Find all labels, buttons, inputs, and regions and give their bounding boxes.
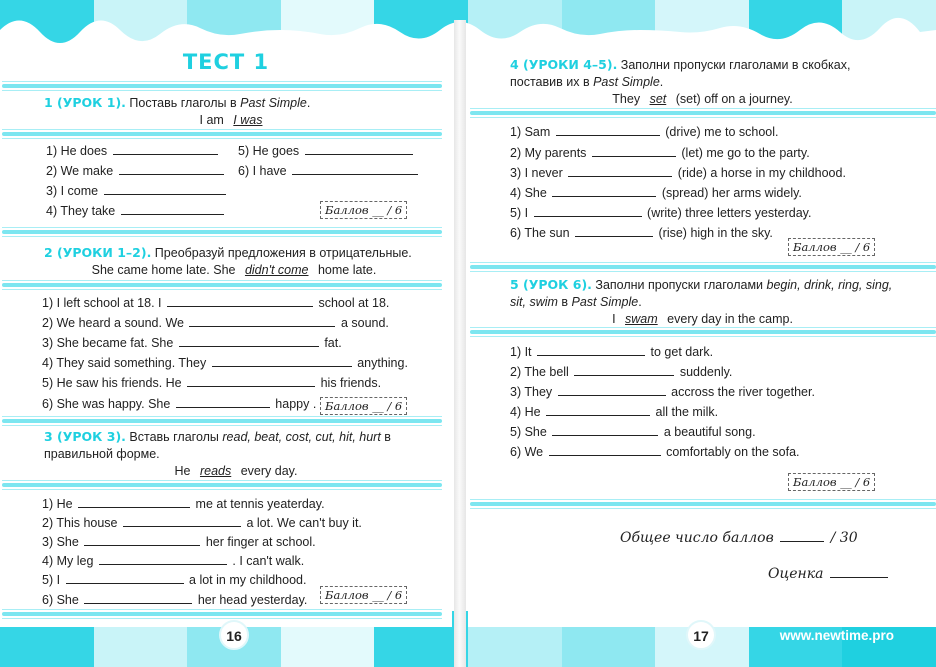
task-text-italic: Past Simple bbox=[240, 96, 307, 110]
example-post: (set) off on a journey. bbox=[672, 92, 793, 106]
score-box: Баллов __ / 6 bbox=[320, 397, 407, 415]
task-text-italic: begin, drink, ring, sing, sit, swim bbox=[510, 278, 893, 309]
task-text-italic: read, beat, cost, cut, hit, hurt bbox=[222, 430, 381, 444]
example-answer: I was bbox=[233, 113, 263, 127]
item-post: accross the river together. bbox=[671, 385, 815, 399]
answer-blank[interactable] bbox=[176, 396, 270, 408]
answer-blank[interactable] bbox=[119, 163, 224, 175]
total-suffix: / 30 bbox=[830, 530, 858, 546]
item-pre: 5) He saw his friends. He bbox=[42, 376, 182, 390]
task-example bbox=[44, 112, 424, 129]
item-post: a sound. bbox=[340, 316, 389, 330]
answer-blank[interactable] bbox=[212, 355, 352, 367]
task-number: 2 (УРОКИ 1–2). bbox=[44, 245, 152, 260]
divider bbox=[2, 230, 442, 234]
divider bbox=[470, 265, 936, 269]
item-pre: 1) He bbox=[42, 497, 73, 511]
item-post: a lot in my childhood. bbox=[189, 573, 307, 587]
website-link[interactable]: www.newtime.pro bbox=[779, 628, 894, 643]
item-post: school at 18. bbox=[318, 296, 390, 310]
answer-blank[interactable] bbox=[179, 335, 319, 347]
page-title: ТЕСТ 1 bbox=[182, 50, 270, 74]
answer-blank[interactable] bbox=[167, 295, 313, 307]
divider bbox=[2, 612, 442, 616]
item-pre: 3) They bbox=[510, 385, 553, 399]
item-post: happy . bbox=[275, 397, 317, 411]
item-pre: 1) It bbox=[510, 345, 532, 359]
item-post: (write) three letters yesterday. bbox=[647, 206, 812, 220]
task-text-italic: Past Simple bbox=[571, 295, 639, 309]
page-number: 16 bbox=[219, 620, 249, 650]
task-number: 5 (УРОК 6). bbox=[510, 277, 592, 292]
item-post: (spread) her arms widely. bbox=[661, 186, 802, 200]
total-label: Общее число баллов bbox=[620, 530, 774, 546]
item-pre: 1) Sam bbox=[510, 125, 551, 139]
task-text-end: . bbox=[306, 96, 311, 110]
divider bbox=[470, 330, 936, 334]
list-item bbox=[42, 572, 306, 587]
example-post: every day in the camp. bbox=[663, 312, 793, 326]
answer-blank[interactable] bbox=[568, 165, 672, 177]
task-4-header bbox=[510, 56, 895, 108]
item-post: anything. bbox=[357, 356, 408, 370]
answer-blank[interactable] bbox=[574, 364, 674, 376]
list-item bbox=[42, 496, 325, 511]
list-item bbox=[510, 145, 810, 160]
answer-blank[interactable] bbox=[189, 315, 335, 327]
score-box: Баллов __ / 6 bbox=[320, 586, 407, 604]
item-pre: 5) I bbox=[42, 573, 61, 587]
item-post: (let) me go to the party. bbox=[681, 146, 810, 160]
item-pre: 3) She became fat. She bbox=[42, 336, 174, 350]
list-item bbox=[46, 203, 226, 218]
list-item bbox=[510, 364, 732, 379]
list-item bbox=[42, 355, 408, 370]
item-post: (drive) me to school. bbox=[665, 125, 779, 139]
list-item bbox=[42, 295, 389, 310]
task-text-mid: в bbox=[557, 295, 572, 309]
item-post: fat. bbox=[324, 336, 342, 350]
example-pre: They bbox=[612, 92, 644, 106]
list-item bbox=[42, 396, 316, 411]
item-text: 3) I come bbox=[46, 184, 99, 198]
grade-blank[interactable] bbox=[830, 566, 888, 578]
item-pre: 2) This house bbox=[42, 516, 118, 530]
total-blank[interactable] bbox=[780, 530, 824, 542]
list-item bbox=[510, 344, 713, 359]
item-pre: 5) I bbox=[510, 206, 529, 220]
item-pre: 6) She bbox=[42, 593, 79, 607]
answer-blank[interactable] bbox=[592, 145, 676, 157]
answer-blank[interactable] bbox=[187, 375, 315, 387]
task-text-italic: Past Simple bbox=[593, 75, 660, 89]
list-item bbox=[42, 335, 342, 350]
answer-blank[interactable] bbox=[552, 185, 656, 197]
answer-blank[interactable] bbox=[78, 496, 190, 508]
task-text: Вставь глаголы bbox=[125, 430, 223, 444]
divider bbox=[470, 111, 936, 115]
item-post: his friends. bbox=[320, 376, 382, 390]
list-item bbox=[46, 143, 220, 158]
total-score bbox=[620, 530, 858, 546]
item-post: suddenly. bbox=[679, 365, 733, 379]
task-text: Заполни пропуски глаголами в скобках, поставив их в bbox=[510, 58, 851, 89]
task-example bbox=[510, 91, 895, 108]
item-pre: 2) The bell bbox=[510, 365, 569, 379]
book-spine bbox=[454, 20, 466, 667]
task-text: Заполни пропуски глаголами bbox=[591, 278, 767, 292]
answer-blank[interactable] bbox=[104, 183, 226, 195]
answer-blank[interactable] bbox=[123, 515, 241, 527]
list-item bbox=[42, 553, 304, 568]
answer-blank[interactable] bbox=[113, 143, 218, 155]
divider bbox=[2, 419, 442, 423]
list-item bbox=[42, 375, 381, 390]
list-item bbox=[510, 165, 846, 180]
list-item bbox=[46, 163, 226, 178]
example-pre: She came home late. She bbox=[91, 263, 239, 277]
answer-blank[interactable] bbox=[121, 203, 224, 215]
task-text-end: . bbox=[659, 75, 664, 89]
list-item bbox=[510, 444, 800, 459]
divider bbox=[2, 84, 442, 88]
answer-blank[interactable] bbox=[537, 344, 645, 356]
item-text: 5) He goes bbox=[238, 144, 300, 158]
item-post: her finger at school. bbox=[205, 535, 316, 549]
answer-blank[interactable] bbox=[292, 163, 418, 175]
example-pre: I am bbox=[199, 113, 228, 127]
answer-blank[interactable] bbox=[84, 592, 192, 604]
item-pre: 3) She bbox=[42, 535, 79, 549]
task-example bbox=[44, 463, 428, 480]
divider bbox=[2, 132, 442, 136]
example-post: home late. bbox=[314, 263, 377, 277]
task-text-end: . bbox=[638, 295, 642, 309]
list-item bbox=[42, 592, 307, 607]
list-item bbox=[510, 384, 815, 399]
item-post: all the milk. bbox=[655, 405, 719, 419]
task-3-header bbox=[44, 428, 428, 480]
item-pre: 4) She bbox=[510, 186, 547, 200]
list-item bbox=[510, 185, 802, 200]
task-2-header bbox=[44, 244, 424, 279]
list-item bbox=[42, 315, 389, 330]
item-pre: 6) The sun bbox=[510, 226, 570, 240]
item-text: 1) He does bbox=[46, 144, 108, 158]
example-answer: reads bbox=[199, 464, 232, 478]
grade bbox=[768, 566, 890, 582]
task-text: Поставь глаголы в bbox=[125, 96, 241, 110]
list-item bbox=[238, 163, 420, 178]
list-item bbox=[510, 124, 779, 139]
answer-blank[interactable] bbox=[534, 205, 642, 217]
answer-blank[interactable] bbox=[558, 384, 666, 396]
example-post: every day. bbox=[237, 464, 298, 478]
list-item bbox=[42, 515, 362, 530]
list-item bbox=[510, 205, 811, 220]
item-pre: 4) My leg bbox=[42, 554, 94, 568]
answer-blank[interactable] bbox=[305, 143, 413, 155]
task-example bbox=[510, 311, 895, 328]
answer-blank[interactable] bbox=[99, 553, 227, 565]
list-item bbox=[510, 404, 718, 419]
item-post: (rise) high in the sky. bbox=[658, 226, 773, 240]
item-text: 2) We make bbox=[46, 164, 114, 178]
grade-label: Оценка bbox=[768, 566, 824, 582]
item-post: a lot. We can't buy it. bbox=[246, 516, 362, 530]
list-item bbox=[238, 143, 415, 158]
page-number: 17 bbox=[686, 620, 716, 650]
task-text-end: в правильной форме. bbox=[44, 430, 391, 461]
divider bbox=[2, 283, 442, 287]
answer-blank[interactable] bbox=[66, 572, 184, 584]
item-pre: 6) She was happy. She bbox=[42, 397, 171, 411]
example-pre: I bbox=[612, 312, 620, 326]
task-number: 3 (УРОК 3). bbox=[44, 429, 126, 444]
item-pre: 4) He bbox=[510, 405, 541, 419]
task-number: 1 (УРОК 1). bbox=[44, 95, 126, 110]
item-pre: 6) We bbox=[510, 445, 544, 459]
list-item bbox=[46, 183, 228, 198]
item-post: (ride) a horse in my childhood. bbox=[677, 166, 846, 180]
answer-blank[interactable] bbox=[84, 534, 200, 546]
item-post: to get dark. bbox=[650, 345, 714, 359]
answer-blank[interactable] bbox=[546, 404, 650, 416]
item-post: comfortably on the sofa. bbox=[666, 445, 800, 459]
answer-blank[interactable] bbox=[556, 124, 660, 136]
score-box: Баллов __ / 6 bbox=[788, 473, 875, 491]
task-example bbox=[44, 262, 424, 279]
task-1-header bbox=[44, 94, 424, 129]
item-post: . I can't walk. bbox=[232, 554, 305, 568]
item-pre: 2) We heard a sound. We bbox=[42, 316, 184, 330]
example-answer: didn't come bbox=[244, 263, 309, 277]
item-pre: 2) My parents bbox=[510, 146, 587, 160]
item-pre: 1) I left school at 18. I bbox=[42, 296, 162, 310]
answer-blank[interactable] bbox=[575, 225, 653, 237]
item-text: 4) They take bbox=[46, 204, 116, 218]
example-answer: set bbox=[649, 92, 667, 106]
item-pre: 5) She bbox=[510, 425, 547, 439]
list-item bbox=[510, 424, 756, 439]
divider bbox=[2, 483, 442, 487]
answer-blank[interactable] bbox=[549, 444, 661, 456]
list-item bbox=[510, 225, 773, 240]
task-text: Преобразуй предложения в отрицательные. bbox=[151, 246, 412, 260]
divider bbox=[470, 502, 936, 506]
answer-blank[interactable] bbox=[552, 424, 658, 436]
item-post: me at tennis yeaterday. bbox=[195, 497, 325, 511]
item-post: her head yesterday. bbox=[197, 593, 308, 607]
score-box: Баллов __ / 6 bbox=[320, 201, 407, 219]
item-pre: 4) They said something. They bbox=[42, 356, 207, 370]
list-item bbox=[42, 534, 316, 549]
item-text: 6) I have bbox=[238, 164, 287, 178]
score-box: Баллов __ / 6 bbox=[788, 238, 875, 256]
example-answer: swam bbox=[625, 312, 658, 326]
example-pre: He bbox=[174, 464, 194, 478]
task-number: 4 (УРОКИ 4–5). bbox=[510, 57, 618, 72]
item-pre: 3) I never bbox=[510, 166, 563, 180]
item-post: a beautiful song. bbox=[663, 425, 756, 439]
task-5-header bbox=[510, 276, 895, 328]
